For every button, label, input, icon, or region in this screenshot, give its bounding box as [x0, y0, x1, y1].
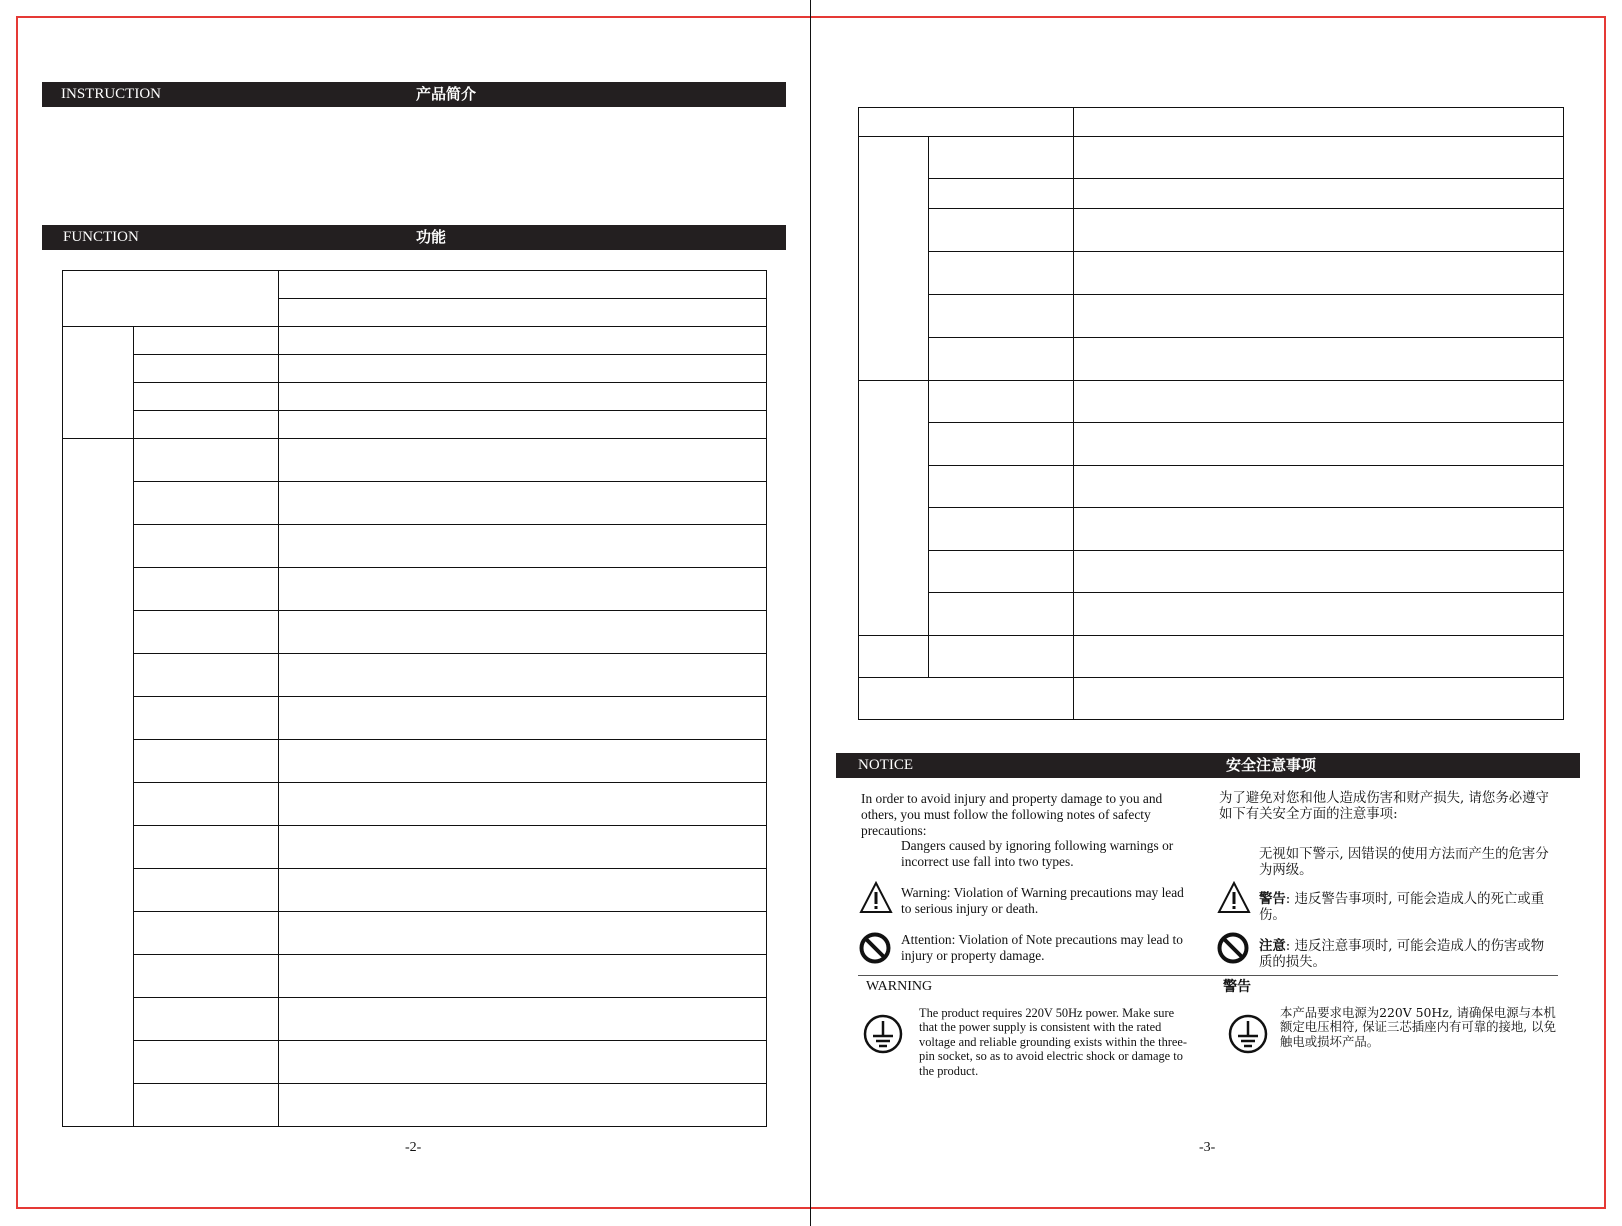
table-cell — [133, 826, 278, 869]
table-cell — [1073, 508, 1563, 551]
table-group-cell — [859, 381, 929, 636]
warning-heading-cn: 警告 — [1223, 979, 1251, 995]
warning-text-cn — [1259, 891, 1554, 924]
table-cell — [278, 955, 766, 998]
table-cell — [1073, 137, 1563, 179]
page-spread-divider — [810, 0, 811, 1226]
ground-icon — [863, 1014, 903, 1054]
function-section-bar — [42, 225, 786, 250]
table-cell — [133, 697, 278, 740]
table-cell — [928, 636, 1073, 678]
table-cell — [133, 1084, 278, 1127]
table-cell — [928, 179, 1073, 209]
attention-text-cn — [1259, 938, 1554, 971]
table-cell — [928, 338, 1073, 381]
table-cell — [278, 411, 766, 439]
table-cell — [278, 998, 766, 1041]
table-cell — [928, 209, 1073, 252]
table-cell — [133, 355, 278, 383]
table-cell — [1073, 551, 1563, 593]
function-title-en: FUNCTION — [63, 229, 139, 245]
table-cell — [278, 697, 766, 740]
notice-title-cn: 安全注意事项 — [1226, 756, 1317, 774]
warning-divider — [858, 975, 1558, 976]
table-cell — [278, 482, 766, 525]
table-cell — [278, 299, 766, 327]
table-cell — [1073, 209, 1563, 252]
table-cell — [1073, 636, 1563, 678]
table-cell — [928, 593, 1073, 636]
table-cell — [1073, 108, 1563, 137]
table-cell — [278, 525, 766, 568]
table-cell — [1073, 423, 1563, 466]
table-cell — [133, 411, 278, 439]
table-cell — [278, 383, 766, 411]
safety-intro-cn: 为了避免对您和他人造成伤害和财产损失, 请您务必遵守如下有关安全方面的注意事项: — [1219, 791, 1549, 822]
table-cell — [928, 137, 1073, 179]
warning-heading-en: WARNING — [866, 979, 933, 994]
ground-icon — [1228, 1014, 1268, 1054]
table-cell — [133, 998, 278, 1041]
page-number-left: -2- — [405, 1140, 422, 1155]
table-cell — [133, 869, 278, 912]
table-group-cell — [63, 327, 134, 439]
notice-title-en: NOTICE — [858, 757, 913, 773]
warning-text-en: Warning: Violation of Warning precautions may lead to serious injury or death. — [901, 885, 1184, 916]
table-cell — [1073, 338, 1563, 381]
table-cell — [278, 327, 766, 355]
table-cell — [133, 482, 278, 525]
table-cell — [928, 381, 1073, 423]
table-cell — [133, 568, 278, 611]
table-cell — [133, 611, 278, 654]
table-cell — [133, 740, 278, 783]
warning-triangle-icon — [859, 881, 893, 915]
table-cell — [133, 912, 278, 955]
table-cell — [928, 423, 1073, 466]
table-cell — [133, 327, 278, 355]
table-cell — [928, 466, 1073, 508]
safety-intro-en: In order to avoid injury and property damage to you and others, you must follow the following notes of safecty precautions: — [861, 791, 1163, 838]
table-cell — [278, 912, 766, 955]
spec-table — [858, 107, 1564, 720]
table-cell — [1073, 678, 1563, 720]
table-cell — [1073, 381, 1563, 423]
table-cell — [278, 355, 766, 383]
table-cell — [278, 568, 766, 611]
page-number-right: -3- — [1199, 1140, 1216, 1155]
table-group-cell — [859, 137, 929, 381]
attention-label-cn: 注意 — [1259, 938, 1286, 954]
function-title-cn: 功能 — [416, 228, 447, 246]
table-cell — [278, 271, 766, 299]
prohibition-icon — [859, 932, 891, 964]
power-requirement-en: The product requires 220V 50Hz power. Make sure that the power supply is consistent with the rated voltage and reliable grounding exists within the three-pin socket, so as to avoid electric shock or damage to the product. — [919, 1006, 1188, 1078]
table-cell — [133, 783, 278, 826]
table-cell — [278, 1041, 766, 1084]
table-cell — [928, 508, 1073, 551]
attention-text-en: Attention: Violation of Note precautions may lead to injury or property damage. — [901, 932, 1183, 963]
table-cell — [1073, 593, 1563, 636]
table-cell — [928, 295, 1073, 338]
table-cell — [859, 678, 1074, 720]
table-cell — [859, 108, 1074, 137]
table-cell — [278, 826, 766, 869]
attention-body-cn: : 违反注意事项时, 可能会造成人的伤害或物质的损失。 — [1259, 939, 1545, 970]
power-requirement-cn: 本产品要求电源为220V 50Hz, 请确保电源与本机额定电压相符, 保证三芯插座内有可靠的接地, 以免触电或损坏产品。 — [1280, 1005, 1556, 1049]
warning-label-cn: 警告 — [1259, 891, 1286, 907]
table-cell — [133, 955, 278, 998]
warning-body-cn: : 违反警告事项时, 可能会造成人的死亡或重伤。 — [1259, 892, 1545, 923]
table-cell — [859, 636, 929, 678]
table-cell — [1073, 179, 1563, 209]
table-cell — [278, 740, 766, 783]
table-cell — [278, 439, 766, 482]
warning-triangle-icon — [1217, 881, 1251, 915]
table-cell — [278, 654, 766, 697]
instruction-title-cn: 产品简介 — [416, 85, 477, 103]
table-cell — [133, 525, 278, 568]
table-cell — [278, 869, 766, 912]
table-cell — [1073, 466, 1563, 508]
table-cell — [133, 439, 278, 482]
table-cell — [133, 383, 278, 411]
table-cell — [928, 252, 1073, 295]
table-cell — [133, 654, 278, 697]
table-cell — [1073, 295, 1563, 338]
table-cell — [133, 1041, 278, 1084]
instruction-title-en: INSTRUCTION — [61, 86, 161, 102]
function-table — [62, 270, 767, 1127]
table-group-cell — [63, 439, 134, 1127]
table-cell — [278, 783, 766, 826]
dangers-text-cn: 无视如下警示, 因错误的使用方法而产生的危害分为两级。 — [1259, 847, 1549, 878]
prohibition-icon — [1217, 932, 1249, 964]
dangers-text-en: Dangers caused by ignoring following warnings or incorrect use fall into two types. — [901, 838, 1174, 869]
notice-section-bar — [836, 753, 1580, 778]
table-cell — [63, 271, 279, 327]
table-cell — [928, 551, 1073, 593]
table-cell — [278, 611, 766, 654]
table-cell — [1073, 252, 1563, 295]
instruction-section-bar — [42, 82, 786, 107]
table-cell — [278, 1084, 766, 1127]
